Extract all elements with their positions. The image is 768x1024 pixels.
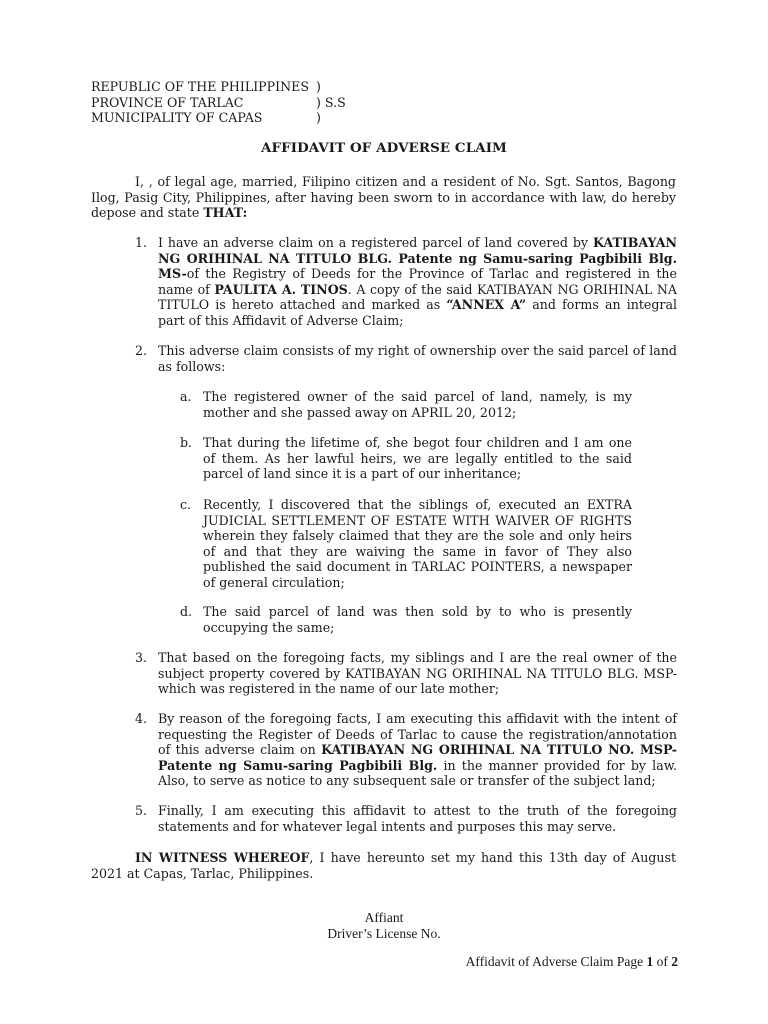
subitem-b <box>180 435 632 482</box>
text-run: I have an adverse claim on a registered parcel of land covered by <box>158 235 593 250</box>
venue-ss: ) S.S <box>316 94 346 110</box>
text-run: By reason of the foregoing facts, I am executing this affidavit with the intent of requesting the Register of Deeds of Tarlac to cause the registration/annotation of this adverse claim on <box>158 711 677 757</box>
venue-province: PROVINCE OF TARLAC <box>91 94 244 110</box>
venue-block <box>91 79 346 126</box>
intro-text: I, , of legal age, married, Filipino citizen and a resident of No. Sgt. Santos, Bagong Ilog, Pasig City, Philippines, after having been sworn to in accordance with law, do hereby depose and state <box>91 174 676 220</box>
bold-run: PAULITA A. TINOS <box>214 281 348 297</box>
intro-paragraph <box>91 174 676 221</box>
item-number: 4. <box>135 711 148 726</box>
venue-bracket: ) <box>316 110 321 125</box>
numbered-item-4 <box>135 711 677 789</box>
footer-prefix: Affidavit of Adverse Claim Page <box>465 954 647 969</box>
subitem-text: That during the lifetime of, she begot four children and I am one of them. As her lawful heirs, we are legally entitled to the said parcel of land since it is a part of our inheritance; <box>203 435 632 481</box>
text-run: That based on the foregoing facts, my siblings and I are the real owner of the subject property covered by KATIBAYAN NG ORIHINAL NA TITULO BLG. MSP- which was registered in the name of our late mother; <box>158 650 677 696</box>
bold-run: “ANNEX A” <box>446 297 527 312</box>
affiant-label: Affiant <box>364 910 404 925</box>
subitem-letter: c. <box>180 497 192 512</box>
item-number: 2. <box>135 343 148 358</box>
text-run: in the manner provided for by law. Also, to serve as notice to any subsequent sale or transfer of the subject land; <box>158 757 678 788</box>
subitem-a <box>180 389 632 420</box>
subitem-text: Recently, I discovered that the siblings of, executed an EXTRA JUDICIAL SETTLEMENT OF ESTATE WITH WAIVER OF RIGHTS wherein they falsely claimed that they are the sole and only heirs of and that they are waiving the same in favor of They also published the said document in TARLAC POINTERS, a newspaper of general circulation; <box>203 497 632 590</box>
venue-row <box>91 79 346 95</box>
item-number: 3. <box>135 650 148 665</box>
footer-of: of <box>653 954 672 969</box>
subitem-text: The said parcel of land was then sold by to who is presently occupying the same; <box>203 604 632 635</box>
text-run: Finally, I am executing this affidavit to attest to the truth of the foregoing statements and for whatever legal intents and purposes this may serve. <box>158 803 677 834</box>
subitem-d <box>180 604 632 635</box>
item-body <box>158 650 677 697</box>
document-title: AFFIDAVIT OF ADVERSE CLAIM <box>261 140 507 156</box>
venue-bracket: ) <box>316 79 321 94</box>
footer-page-total: 2 <box>671 954 678 969</box>
text-run: This adverse claim consists of my right of ownership over the said parcel of land as follows: <box>158 343 677 374</box>
witness-heading: IN WITNESS WHEREOF <box>135 850 310 865</box>
venue-row <box>91 110 346 126</box>
subitem-letter: b. <box>180 435 193 450</box>
license-label: Driver’s License No. <box>327 926 441 941</box>
subitem-text: The registered owner of the said parcel of land, namely, is my mother and she passed away on APRIL 20, 2012; <box>203 389 632 420</box>
bold-run: KATIBAYAN NG ORIHINAL NA TITULO NO. MSP-Patente ng Samu-saring Pagbibili Blg. <box>158 742 677 773</box>
numbered-item-2 <box>135 343 677 374</box>
footer-page-number: 1 <box>646 954 654 969</box>
text-run: of the Registry of Deeds for the Province of Tarlac and registered in the name of <box>158 266 677 297</box>
text-run: and forms an integral part of this Affidavit of Adverse Claim; <box>158 297 677 328</box>
subitem-c <box>180 497 632 590</box>
item-body <box>158 343 677 374</box>
bold-run: KATIBAYAN NG ORIHINAL NA TITULO BLG. Patente ng Samu-saring Pagbibili Blg. MS- <box>158 235 677 281</box>
item-body <box>158 711 677 789</box>
numbered-item-3 <box>135 650 677 697</box>
page-footer <box>466 954 678 970</box>
subitem-letter: a. <box>180 389 192 404</box>
item-body <box>158 235 677 328</box>
item-number: 1. <box>135 235 148 250</box>
venue-row <box>91 95 346 111</box>
numbered-item-5 <box>135 803 677 834</box>
item-number: 5. <box>135 803 148 818</box>
item-body <box>158 803 677 834</box>
text-run: . A copy of the said KATIBAYAN NG ORIHINAL NA TITULO is hereto attached and marked as <box>158 281 677 312</box>
numbered-item-1 <box>135 235 677 328</box>
witness-text: , I have hereunto set my hand this 13th day of August 2021 at Capas, Tarlac, Philippines. <box>91 850 677 881</box>
witness-paragraph <box>91 850 676 881</box>
subitem-letter: d. <box>180 604 193 619</box>
intro-that: THAT: <box>203 205 248 220</box>
venue-republic: REPUBLIC OF THE PHILIPPINES <box>91 79 309 94</box>
venue-municipality: MUNICIPALITY OF CAPAS <box>91 110 263 125</box>
